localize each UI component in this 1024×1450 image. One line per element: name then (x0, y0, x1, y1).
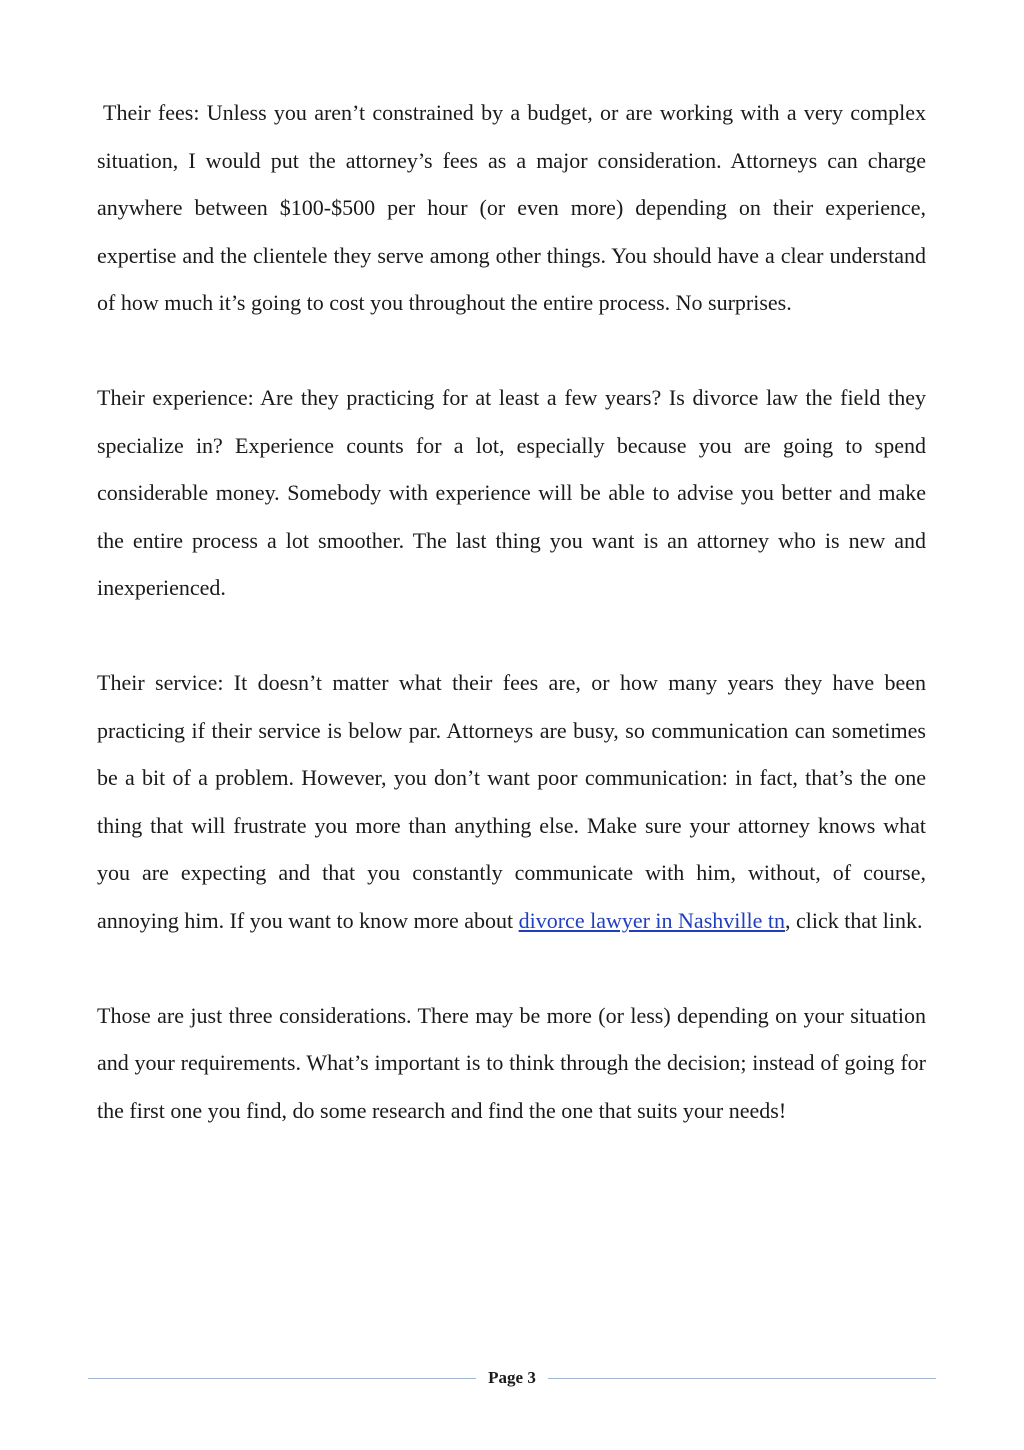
page-footer (88, 1364, 936, 1392)
paragraph-experience: Their experience: Are they practicing for at least a few years? Is divorce law the field they specialize in? Experience counts for a lot, especially because you are going to spend considerable money. Somebody with experience will be able to advise you better and make the entire process a lot smoother. The last thing you want is an attorney who is new and inexperienced. (97, 384, 926, 601)
divorce-lawyer-link[interactable]: divorce lawyer in Nashville tn (518, 907, 785, 933)
paragraph-service-text: Their service: It doesn’t matter what their fees are, or how many years they have been practicing if their service is below par. Attorneys are busy, so communication can sometimes be a bit of a problem. However, you don’t want poor communication: in fact, that’s the one thing that will frustrate you more than anything else. Make sure your attorney knows what you are expecting and that you constantly communicate with him, without, of course, annoying him. If you want to know more about (97, 669, 926, 933)
footer-rule-right (548, 1378, 936, 1379)
footer-rule-left (88, 1378, 476, 1379)
paragraph-service (97, 659, 926, 945)
document-body (97, 89, 926, 1181)
paragraph-fees: Their fees: Unless you aren’t constrained by a budget, or are working with a very complex situation, I would put the attorney’s fees as a major consideration. Attorneys can charge anywhere between $100-$500 per hour (or even more) depending on their experience, expertise and the clientele they serve among other things. You should have a clear understand of how much it’s going to cost you throughout the entire process. No surprises. (97, 100, 926, 316)
paragraph-service-tail: , click that link. (784, 907, 923, 933)
page-number: Page 3 (488, 1368, 536, 1387)
paragraph-conclusion: Those are just three considerations. There may be more (or less) depending on your situation and your requirements. What’s important is to think through the decision; instead of going for the first one you find, do some research and find the one that suits your needs! (97, 1002, 926, 1123)
